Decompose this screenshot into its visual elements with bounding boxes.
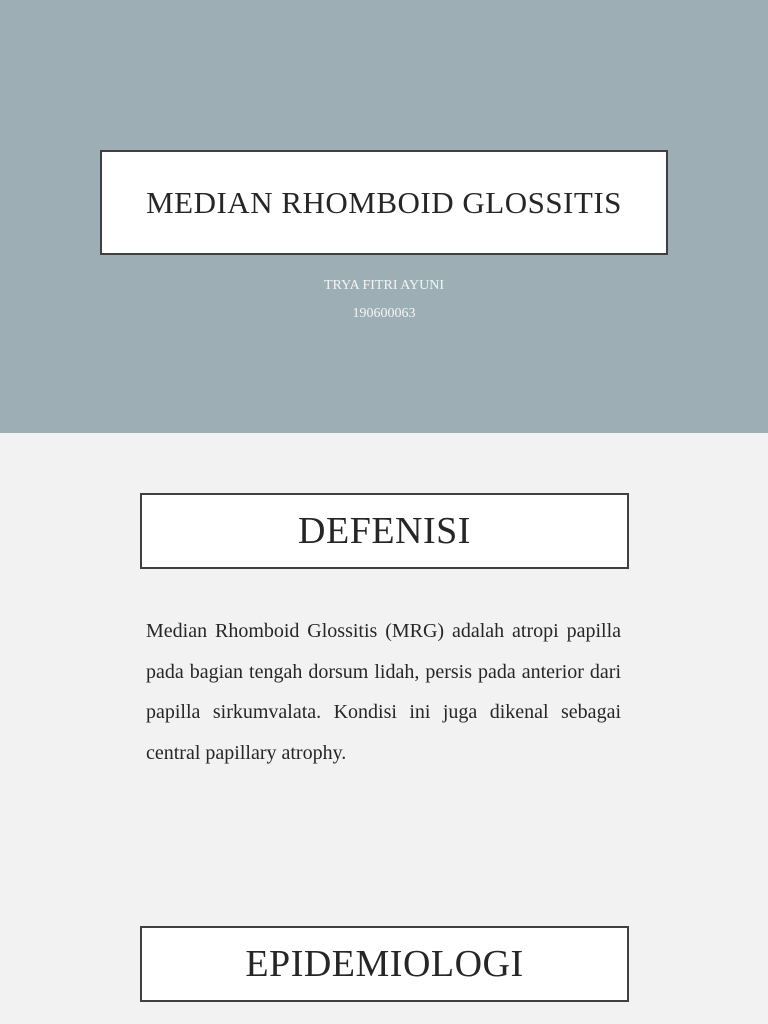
slide-title: MEDIAN RHOMBOID GLOSSITIS [146, 184, 622, 220]
definition-slide [0, 433, 768, 1024]
title-box [100, 150, 668, 255]
definition-paragraph: Median Rhomboid Glossitis (MRG) adalah atropi papilla pada bagian tengah dorsum lidah, persis pada anterior dari papilla sirkumvalata. Kondisi ini juga dikenal sebagai central papillary atrophy. [146, 620, 621, 764]
definition-heading: DEFENISI [298, 510, 471, 552]
author-name: TRYA FITRI AYUNI [323, 278, 445, 293]
student-id: 190600063 [352, 306, 416, 321]
title-slide [0, 0, 768, 433]
epidemiology-heading-box [140, 926, 629, 1002]
epidemiology-heading: EPIDEMIOLOGI [245, 943, 524, 985]
definition-heading-box [140, 493, 629, 569]
